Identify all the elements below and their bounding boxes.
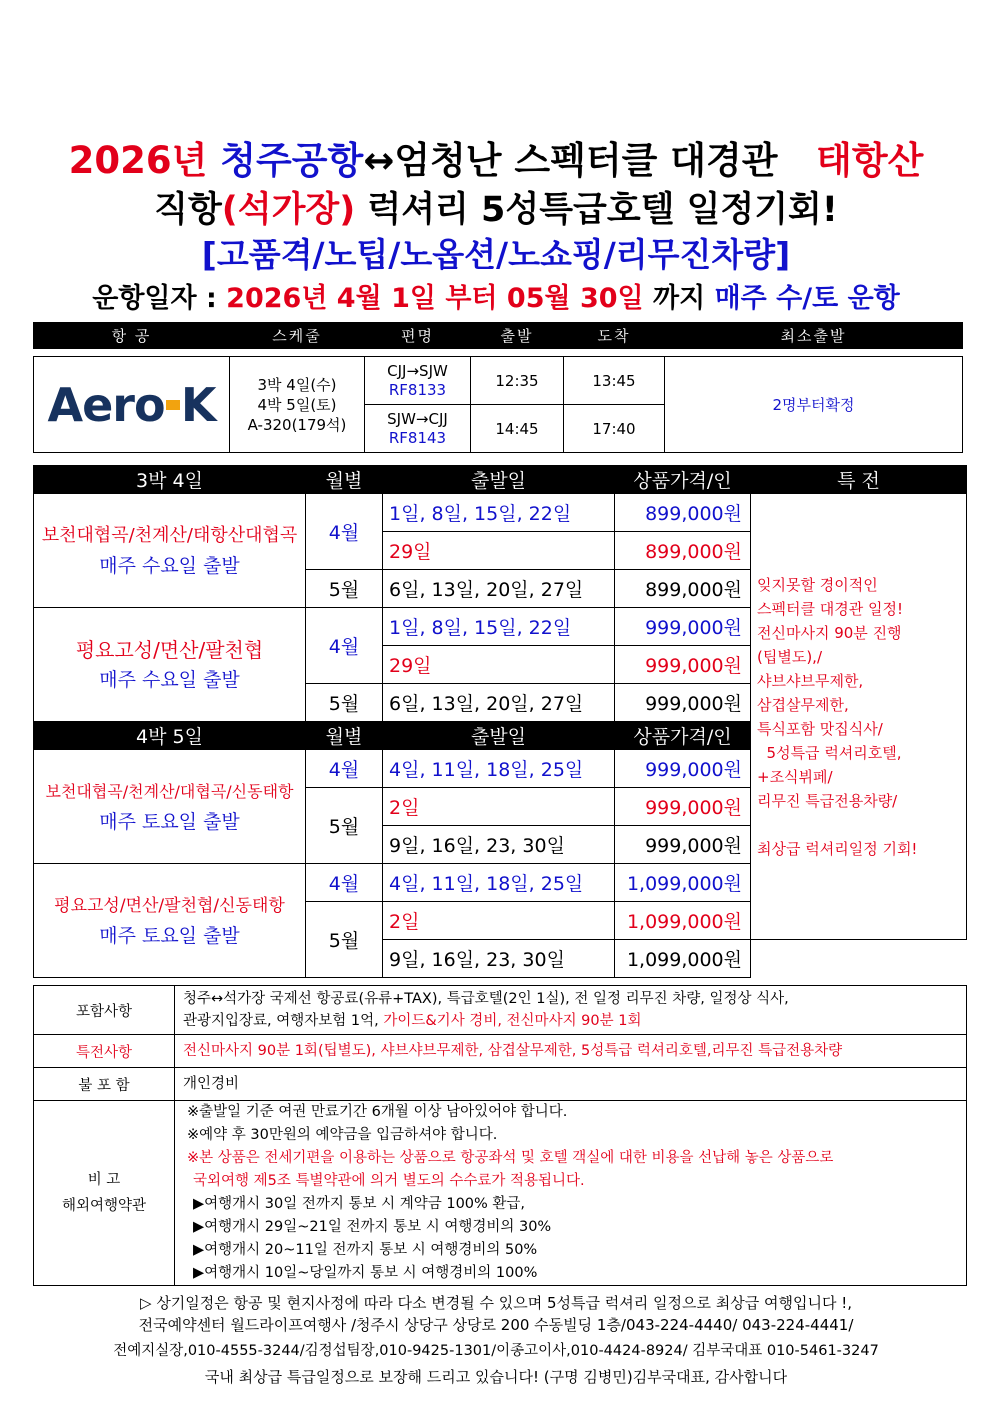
product-sub: 매주 토요일 출발: [99, 924, 240, 947]
airline-logo: [34, 372, 229, 438]
airline-logo-cell: [34, 357, 230, 453]
flight-no-cell-2: [365, 405, 471, 453]
included-content: [175, 986, 967, 1035]
product-name: 평요고성/면산/팔천협: [75, 637, 264, 662]
benefit-line: 리무진 특급전용차량/: [757, 791, 898, 810]
price-cell: 1,099,000원: [615, 940, 751, 978]
sec1-hdr-price: 상품가격/인: [615, 466, 751, 494]
included-line-2: [183, 1010, 958, 1032]
flight-no-cell-1: [365, 357, 471, 405]
dates-cell: 2일: [383, 902, 615, 940]
price-cell: 999,000원: [615, 826, 751, 864]
sec2-hdr-price: 상품가격/인: [615, 722, 751, 750]
flight-row-1: [34, 357, 963, 405]
note-line: ※출발일 기준 여권 만료기간 6개월 이상 남아있어야 합니다.: [187, 1104, 568, 1120]
note-line: ▶여행개시 29일~21일 전까지 통보 시 여행경비의 30%: [193, 1219, 552, 1235]
dates-cell: 9일, 16일, 23, 30일: [383, 940, 615, 978]
month-cell: 5월: [306, 788, 383, 864]
sep-1: /: [312, 235, 325, 274]
hdr-flight: 편명: [365, 323, 471, 349]
hdr-min-departure: 최소출발: [665, 323, 963, 349]
footer-line-4: 국내 최상급 특급일정으로 보장해 드리고 있습니다! (구명 김병민)김부국대표, 감사합니다: [204, 1368, 788, 1386]
month-cell: 4월: [306, 608, 383, 684]
product-sub: 매주 수요일 출발: [99, 668, 240, 691]
schedule-1: 3박 4일(수): [257, 375, 337, 394]
benefit-line: 전신마사지 90분 진행: [757, 623, 902, 642]
special-row: [34, 1035, 967, 1068]
headline-2-a: 직항: [154, 190, 222, 230]
logo-bar: [166, 400, 180, 410]
logo-text-right: K: [180, 377, 216, 432]
dates-cell: 4일, 11일, 18일, 25일: [383, 750, 615, 788]
special-content: 전신마사지 90분 1회(팁별도), 샤브샤브무제한, 삼겹살무제한, 5성특급 럭셔리호텔,리무진 특급전용차량: [175, 1035, 967, 1068]
benefit-spacer: [757, 813, 960, 837]
dates-cell: 4일, 11일, 18일, 25일: [383, 864, 615, 902]
dates-cell: 6일, 13일, 20일, 27일: [383, 684, 615, 722]
footer-line-1: ▷ 상기일정은 항공 및 현지사정에 따라 다소 변경될 수 있으며 5성특급 럭셔리 일정으로 최상급 여행입니다 !,: [140, 1294, 852, 1312]
arrival-2: 17:40: [564, 405, 665, 453]
product-name: 평요고성/면산/팔천협/신동태항: [54, 895, 285, 916]
flight-no-1: RF8133: [388, 380, 447, 399]
special-label: 특전사항: [34, 1035, 175, 1068]
benefit-line: 잊지못할 경이적인: [757, 575, 878, 594]
footer-line-2: 전국예약센터 월드라이프여행사 /청주시 상당구 상당로 200 수동빌딩 1층/043-224-4440/ 043-224-4441/: [138, 1316, 854, 1334]
benefit-line: 최상급 럭셔리일정 기회!: [757, 839, 918, 858]
month-cell: 5월: [306, 570, 383, 608]
note-line: ※본 상품은 전세기편을 이용하는 상품으로 항공좌석 및 호텔 객실에 대한 비용을 선납해 놓은 상품으로: [187, 1150, 834, 1166]
benefit-line: (팁별도),/: [757, 647, 822, 666]
headline-1-text: ↔엄청난 스펙터클 대경관: [363, 139, 778, 182]
hdr-departure: 출발: [471, 323, 564, 349]
flight-no-2: RF8143: [388, 428, 447, 447]
sep-4: /: [603, 235, 616, 274]
schedule-2: 4박 5일(토): [257, 395, 337, 414]
year-text: 2026년: [68, 139, 208, 182]
sec2-hdr-duration: 4박 5일: [34, 722, 306, 750]
section1-header: [34, 466, 967, 494]
note-line: ▶여행개시 30일 전까지 통보 시 계약금 100% 환급,: [193, 1196, 526, 1212]
excluded-row: [34, 1068, 967, 1101]
price-cell: 899,000원: [615, 494, 751, 532]
included-row: [34, 986, 967, 1035]
arrival-1: 13:45: [564, 357, 665, 405]
hdr-schedule: 스케줄: [230, 323, 365, 349]
product-sub: 매주 토요일 출발: [99, 810, 240, 833]
benefit-line: 특식포함 맛집식사/: [757, 719, 883, 738]
month-cell: 5월: [306, 684, 383, 722]
note-line: ▶여행개시 10일~당일까지 통보 시 여행경비의 100%: [193, 1265, 538, 1281]
headline-2: [0, 182, 992, 232]
sec1-hdr-dates: 출발일: [383, 466, 615, 494]
dates-cell: 1일, 8일, 15일, 22일: [383, 494, 615, 532]
benefit-line: 5성특급 럭셔리호텔,: [757, 743, 902, 762]
product-table: [33, 465, 967, 978]
departure-2: 14:45: [471, 405, 564, 453]
month-cell: 4월: [306, 494, 383, 570]
price-cell: 999,000원: [615, 646, 751, 684]
operation-days: 매주 수/토 운항: [714, 283, 900, 314]
included-label: 포함사항: [34, 986, 175, 1035]
sec1-hdr-duration: 3박 4일: [34, 466, 306, 494]
headline-4: [0, 276, 992, 315]
headline-2-b: (석가장): [221, 190, 356, 230]
aerok-logo-icon: [48, 372, 216, 438]
min-departure: 2명부터확정: [665, 357, 963, 453]
sec2-hdr-dates: 출발일: [383, 722, 615, 750]
note-line: ※예약 후 30만원의 예약금을 입금하셔야 합니다.: [187, 1127, 498, 1143]
price-cell: 999,000원: [615, 750, 751, 788]
schedule-cell: [230, 357, 365, 453]
price-cell: 899,000원: [615, 532, 751, 570]
benefit-line: 삼겹살무제한,: [757, 695, 849, 714]
dates-cell: 9일, 16일, 23, 30일: [383, 826, 615, 864]
feature-3: 노옵션: [400, 235, 496, 274]
sep-2: /: [388, 235, 401, 274]
info-table: [33, 985, 967, 1286]
flight-table: [33, 322, 963, 453]
headline-3: [0, 229, 992, 276]
notes-row: [34, 1101, 967, 1286]
price-cell: 999,000원: [615, 608, 751, 646]
dates-cell: 6일, 13일, 20일, 27일: [383, 570, 615, 608]
departure-1: 12:35: [471, 357, 564, 405]
included-line-2b: 가이드&기사 경비, 전신마사지 90분 1회: [383, 1013, 642, 1029]
dates-cell: 29일: [383, 646, 615, 684]
hdr-arrival: 도착: [564, 323, 665, 349]
period-text: 2026년 4월 1일 부터 05월 30일: [226, 283, 644, 314]
table-row: [34, 494, 967, 532]
note-line: ▶여행개시 20~11일 전까지 통보 시 여행경비의 50%: [193, 1242, 538, 1258]
airport-text: 청주공항: [220, 139, 364, 182]
feature-5: 리무진차량: [615, 235, 776, 274]
bracket-close: ]: [775, 235, 791, 274]
dates-cell: 2일: [383, 788, 615, 826]
period-label: 운항일자 :: [92, 283, 227, 314]
benefit-line: 샤브샤브무제한,: [757, 671, 864, 690]
destination-text: 태항산: [816, 139, 924, 182]
month-cell: 4월: [306, 864, 383, 902]
notes-content: [175, 1101, 967, 1286]
price-cell: 1,099,000원: [615, 864, 751, 902]
hdr-airline: 항 공: [34, 323, 230, 349]
price-cell: 999,000원: [615, 788, 751, 826]
month-cell: 4월: [306, 750, 383, 788]
feature-4: 노쇼핑: [508, 235, 604, 274]
product-name-cell: [34, 864, 306, 978]
sec1-hdr-special: 특 전: [751, 466, 967, 494]
logo-text-left: Aero: [47, 377, 165, 432]
product-name: 보천대협곡/천계산/대협곡/신동태항: [45, 781, 294, 801]
dates-cell: 1일, 8일, 15일, 22일: [383, 608, 615, 646]
period-mid: 까지: [643, 283, 715, 314]
included-line-2a: 관광지입장료, 여행자보험 1억,: [183, 1013, 384, 1029]
product-name-cell: [34, 494, 306, 608]
notes-label-2: 해외여행약관: [61, 1198, 147, 1214]
notes-label-1: 비 고: [87, 1172, 121, 1188]
excluded-label: 불 포 함: [34, 1068, 175, 1101]
special-benefits-cell: [751, 494, 967, 940]
month-cell: 5월: [306, 902, 383, 978]
bracket-open: [: [201, 235, 217, 274]
price-cell: 999,000원: [615, 684, 751, 722]
feature-1: 고품격: [216, 235, 313, 274]
product-name-cell: [34, 750, 306, 864]
note-line: 국외여행 제5조 특별약관에 의거 별도의 수수료가 적용됩니다.: [193, 1173, 585, 1189]
sep-3: /: [496, 235, 509, 274]
schedule-3: A-320(179석): [247, 415, 347, 434]
product-name: 보천대협곡/천계산/태항산대협곡: [41, 524, 298, 546]
price-cell: 1,099,000원: [615, 902, 751, 940]
sec1-hdr-month: 월별: [306, 466, 383, 494]
route-1: CJJ→SJW: [387, 361, 448, 380]
benefit-line: +조식뷔페/: [757, 767, 833, 786]
excluded-content: 개인경비: [175, 1068, 967, 1101]
sec2-hdr-month: 월별: [306, 722, 383, 750]
feature-2: 노팁: [324, 235, 389, 274]
dates-cell: 29일: [383, 532, 615, 570]
benefit-line: 스펙터클 대경관 일정!: [757, 599, 903, 618]
headline-1: [0, 130, 992, 184]
headline-2-c: 럭셔리 5성특급호텔 일정기회!: [355, 190, 838, 230]
spacer-cell: [34, 349, 963, 357]
notes-label: [34, 1101, 175, 1286]
footer-line-3: 전예지실장,010-4555-3244/김정섭팀장,010-9425-1301/이종고이사,010-4424-8924/ 김부국대표 010-5461-3247: [113, 1343, 879, 1359]
spacer-row: [34, 349, 963, 357]
flight-header-row: [34, 323, 963, 349]
included-line-1: 청주↔석가장 국제선 항공료(유류+TAX), 특급호텔(2인 1실), 전 일정 리무진 차량, 일정상 식사,: [183, 991, 789, 1007]
route-2: SJW→CJJ: [387, 409, 448, 428]
product-name-cell: [34, 608, 306, 722]
price-cell: 899,000원: [615, 570, 751, 608]
product-sub: 매주 수요일 출발: [99, 554, 240, 577]
